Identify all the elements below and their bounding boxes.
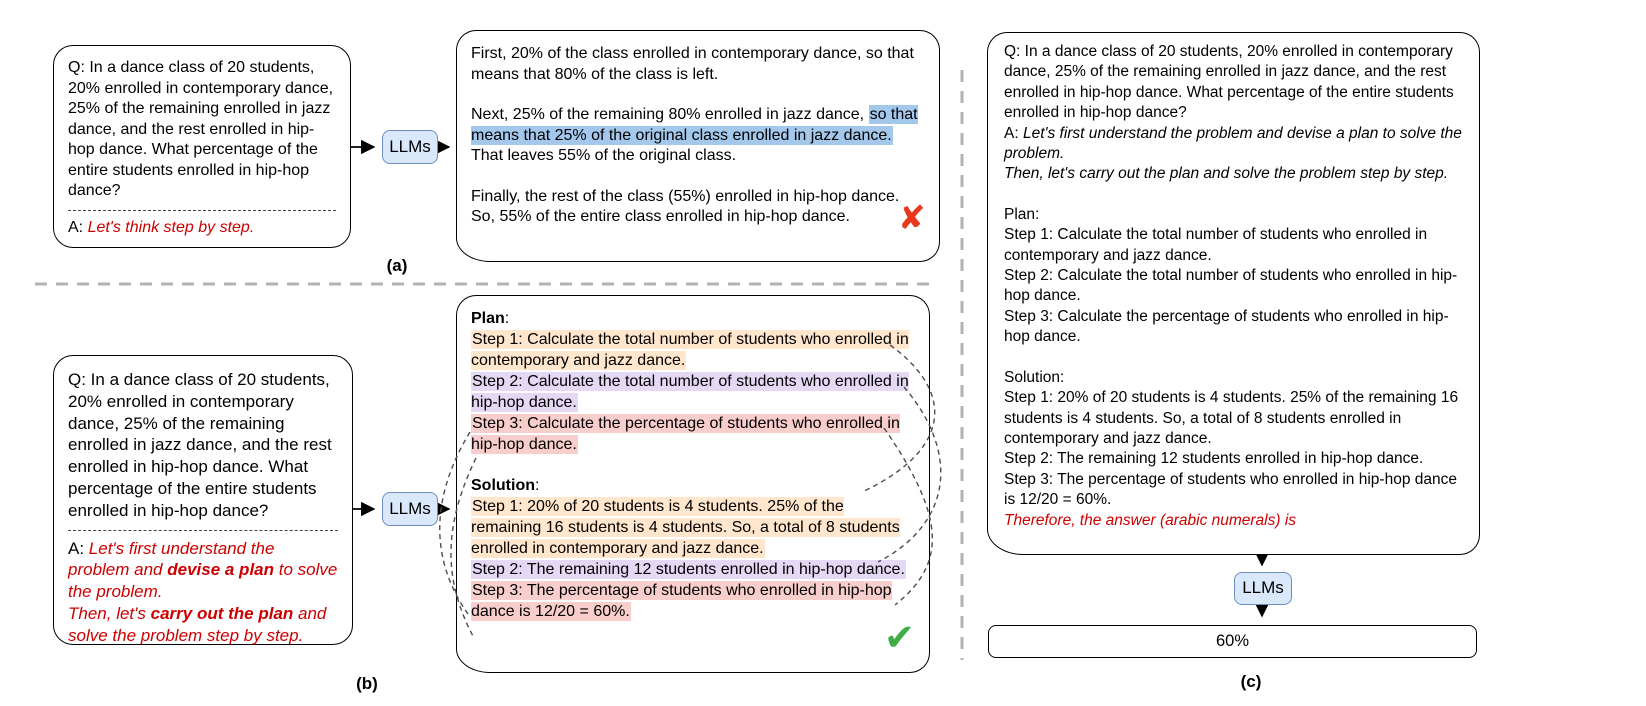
panel-b-plan-title-colon: : (504, 310, 510, 327)
panel-a-output-p2-pre: Next, 25% of the remaining 80% enrolled in jazz dance, (471, 106, 869, 123)
panel-b-solve-trigger-pre: Then, let's (68, 603, 151, 623)
panel-a-output-p3: Finally, the rest of the class (55%) enrolled in hip-hop dance. So, 55% of the entire class enrolled in hip-hop dance. (471, 187, 900, 225)
panel-c-solution-step-1: Step 1: 20% of 20 students is 4 students. 25% of the remaining 16 students is 4 students. So, a total of 8 students enrolled in contemporary and jazz dance. (1004, 389, 1459, 447)
panel-a-cot-trigger: Let's think step by step. (87, 218, 255, 236)
panel-b-plan-title (471, 308, 915, 329)
panel-b-solution-step-3-text: Step 3: The percentage of students who enrolled in hip-hop dance is 12/20 = 60%. (471, 582, 892, 620)
panel-a-answer-prefix: A: (68, 218, 88, 236)
panel-b-solve-trigger-post: and solve the problem step by step. (68, 603, 327, 645)
panel-b-solution-step-1 (471, 496, 915, 559)
panel-b-llm-label: LLMs (389, 499, 431, 518)
panel-a-llm-box (382, 130, 438, 164)
panel-b-solve-trigger-bold: carry out the plan (150, 603, 294, 623)
panel-b-solution-title-word: Solution (471, 477, 535, 494)
panel-c-question-text: Q: In a dance class of 20 students, 20% enrolled in contemporary dance, 25% of the remaining enrolled in jazz dance, and the rest enrolled in hip-hop dance. What percentage of the entire students enrolled in hip-hop dance? (1004, 43, 1454, 122)
panel-b-answer-prefix: A: (68, 538, 89, 558)
panel-b-label: (b) (356, 674, 378, 693)
panel-c-plan-step-2: Step 2: Calculate the total number of students who enrolled in hip-hop dance. (1004, 267, 1458, 305)
panel-a-output-p1: First, 20% of the class enrolled in contemporary dance, so that means that 80% of the class is left. (471, 45, 914, 83)
panel-b-plan-step-1 (471, 329, 915, 371)
panel-c-llm-label: LLMs (1242, 578, 1284, 597)
panel-a-answer-prompt (68, 218, 336, 239)
panel-b-plan-title-word: Plan (471, 310, 505, 327)
panel-c-plan-trigger: Let's first understand the problem and devise a plan to solve the problem. (1004, 124, 1462, 163)
correct-answer-icon: ✔ (884, 616, 916, 659)
panel-c-label: (c) (1240, 672, 1262, 691)
panel-a-label: (a) (386, 256, 408, 275)
panel-b-question-box (53, 355, 353, 645)
panel-a-question-box (53, 45, 351, 248)
panel-a-output-box (456, 30, 940, 262)
panel-c-solution-title: Solution: (1004, 368, 1065, 386)
panel-b-question-separator (68, 530, 338, 531)
panel-c-prompt-box (987, 32, 1480, 555)
panel-c-solution-step-3: Step 3: The percentage of students who enrolled in hip-hop dance is 12/20 = 60%. (1004, 470, 1457, 509)
panel-a-llm-label: LLMs (389, 137, 431, 156)
panel-b-answer-prompt-line2 (68, 603, 338, 647)
panel-a-output-p2 (471, 105, 925, 167)
panel-c-answer-line2: Then, let's carry out the plan and solve the problem step by step. (1004, 165, 1449, 183)
panel-b-plan-trigger-pre: Let's first understand the problem and (68, 538, 275, 580)
panel-b-solution-step-2-text: Step 2: The remaining 12 students enrolled in hip-hop dance. (472, 561, 905, 578)
panel-b-solution-title-colon: : (534, 477, 540, 494)
panel-b-solution-step-3 (471, 580, 915, 622)
panel-b-solution-title (471, 475, 915, 496)
panel-b-plan-step-3-text: Step 3: Calculate the percentage of students who enrolled in hip-hop dance. (471, 415, 900, 453)
panel-b-plan-step-2-text: Step 2: Calculate the total number of students who enrolled in hip-hop dance. (471, 373, 909, 411)
panel-c-plan-step-3: Step 3: Calculate the percentage of students who enrolled in hip-hop dance. (1004, 307, 1449, 346)
panel-b-llm-box (382, 492, 438, 526)
panel-c-llm-box (1234, 572, 1292, 605)
panel-b-answer-prompt-line1 (68, 538, 338, 603)
panel-b-plan-step-3 (471, 413, 915, 455)
panel-a-question-separator (68, 210, 336, 211)
final-answer-value: 60% (1215, 632, 1250, 650)
wrong-answer-icon: ✘ (898, 198, 926, 237)
panel-b-solution-step-1-text: Step 1: 20% of 20 students is 4 students. 25% of the remaining 16 students is 4 students. So, a total of 8 students enrolled in contemporary and jazz dance. (471, 498, 900, 557)
panel-b-output-box (456, 295, 930, 673)
panel-a-question-text: Q: In a dance class of 20 students, 20% enrolled in contemporary dance, 25% of the remaining enrolled in jazz dance, and the rest enrolled in hip-hop dance. What percentage of the entire students enrolled in hip-hop dance? (68, 59, 334, 199)
panel-c-answer-prefix: A: (1004, 124, 1023, 142)
panel-b-question-text: Q: In a dance class of 20 students, 20% enrolled in contemporary dance, 25% of the remaining enrolled in jazz dance, and the rest enrolled in hip-hop dance. What percentage of the entire students enrolled in hip-hop dance? (68, 370, 332, 520)
panel-b-plan-step-1-text: Step 1: Calculate the total number of students who enrolled in contemporary and jazz dance. (471, 331, 909, 369)
panel-c-answer-line1 (1004, 124, 1463, 165)
panel-b-solution-step-2 (471, 559, 915, 580)
panel-c-answer-extraction-trigger: Therefore, the answer (arabic numerals) is (1004, 511, 1297, 529)
panel-c-plan-step-1: Step 1: Calculate the total number of students who enrolled in contemporary and jazz dance. (1004, 226, 1428, 264)
panel-c-final-answer-box (988, 625, 1477, 658)
panel-b-plan-trigger-bold: devise a plan (167, 560, 275, 580)
panel-a-error-highlight: so that means that 25% of the original class enrolled in jazz dance. (471, 106, 918, 144)
panel-c-solution-step-2: Step 2: The remaining 12 students enrolled in hip-hop dance. (1004, 450, 1424, 468)
panel-b-plan-trigger-post: to solve the problem. (68, 560, 338, 602)
panel-c-plan-title: Plan: (1004, 205, 1040, 223)
panel-a-output-p2-post: That leaves 55% of the original class. (471, 147, 737, 164)
panel-b-plan-step-2 (471, 371, 915, 413)
